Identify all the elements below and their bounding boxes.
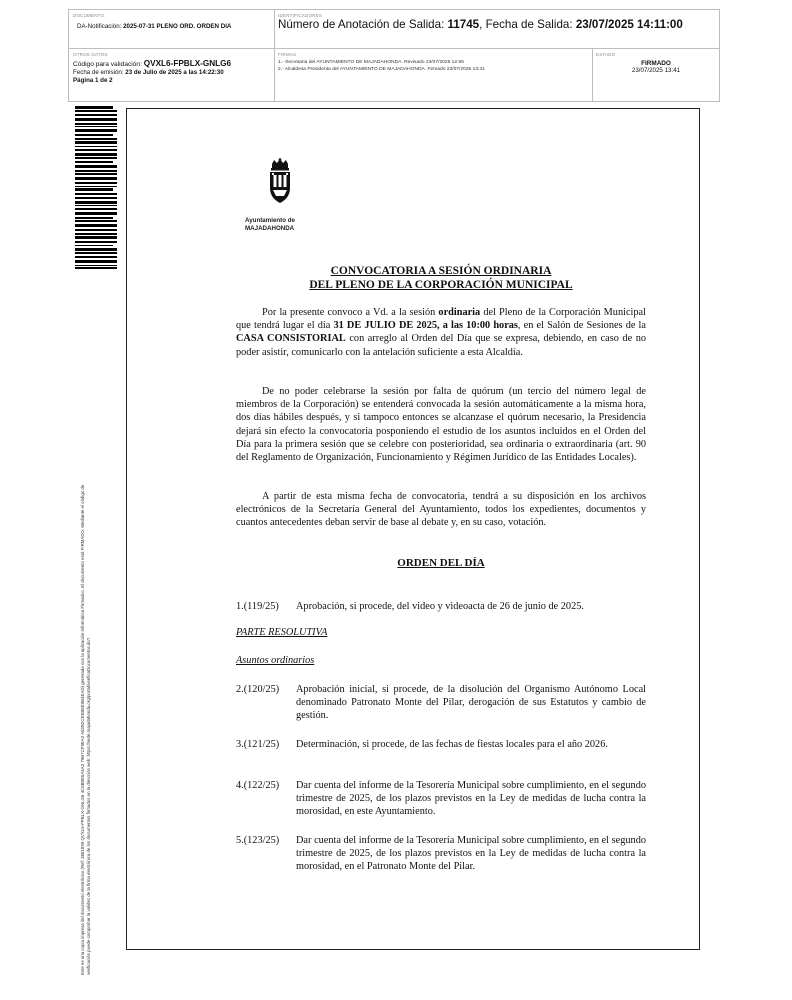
- estado-cell: [596, 52, 716, 74]
- barcode-bar: [75, 157, 117, 159]
- barcode-bar: [75, 146, 117, 147]
- barcode-bar: [75, 267, 117, 269]
- agenda-item: [236, 834, 646, 874]
- barcode-bar: [75, 149, 117, 151]
- barcode-bar: [75, 233, 117, 235]
- identificadores-cell: [278, 13, 698, 32]
- logo-line-2: MAJADAHONDA: [245, 224, 295, 232]
- barcode-bar: [75, 236, 117, 239]
- agenda-item-number: 2.(120/25): [236, 684, 280, 695]
- barcode-bar: [75, 118, 117, 121]
- barcode-bar: [75, 260, 117, 263]
- barcode-bar: [75, 134, 113, 136]
- side-text-line-1: Este es una copia impresa del documento electrónico (Ref: 3851899 QVXL6-FPBLX-GNLG6 4C6B8E5A4A3 79B7CF9EA2 A52B2CEEB5E9B4EAD) generada con la aplicación informática Firmadoc. El documento está FIRMADO. Mediante el código de: [80, 484, 85, 975]
- firma-1: 1.- Secretaria del AYUNTAMIENTO DE MAJADAHONDA. Revisado 23/07/2025 12:55: [278, 60, 464, 65]
- agenda-item-number: 1.(119/25): [236, 601, 279, 612]
- barcode-bar: [75, 224, 117, 227]
- barcode-bar: [75, 217, 113, 219]
- agenda-item-text: Dar cuenta del informe de la Tesorería Municipal sobre cumplimiento, en el segundo trimestre de 2025, de los plazos previstos en la Ley de medidas de lucha contra la morosidad, en el Patronato Monte del Pilar.: [296, 835, 646, 873]
- barcode-bar: [75, 138, 117, 140]
- barcode-bar: [75, 201, 117, 204]
- agenda-item-number: 4.(122/25): [236, 780, 280, 791]
- fecha-emision: Fecha de emisión: 23 de Julio de 2025 a las 14:22:30: [73, 69, 224, 76]
- barcode-bar: [75, 188, 113, 191]
- agenda-item-number: 3.(121/25): [236, 739, 280, 750]
- title-line-1: CONVOCATORIA A SESIÓN ORDINARIA: [330, 265, 552, 277]
- barcode-bar: [75, 245, 113, 246]
- barcode-bar: [75, 182, 117, 184]
- firma-2: 2.- Alcaldesa Presidenta del AYUNTAMIENTO DE MAJADAHONDA. Firmado 23/07/2025 13:41: [278, 67, 485, 72]
- side-verification-text: [80, 295, 91, 975]
- barcode-bar: [75, 177, 117, 180]
- otros-datos-label: OTROS DATOS: [73, 52, 108, 57]
- municipal-logo: [236, 158, 316, 232]
- barcode-bar: [75, 170, 117, 172]
- coat-of-arms-icon: [254, 158, 310, 208]
- asuntos-ordinarios-heading: Asuntos ordinarios: [236, 655, 315, 666]
- side-text-line-2: verificación puede comprobar la validez de la firma electrónica de los documentos firmados en la dirección web: https://sede.majadahonda.org/portal/verificaDocumentos.do?: [85, 637, 91, 975]
- identificadores-label: IDENTIFICADORES: [278, 13, 323, 18]
- agenda-item: [236, 738, 646, 751]
- paragraph-1: Por la presente convoco a Vd. a la sesión ordinaria del Pleno de la Corporación Municipal que tendrá lugar el día 31 DE JULIO DE 2025, a las 10:00 horas, en el Salón de Sesiones de la CASA CONSISTORIAL con arreglo al Orden del Día que se expresa, debiendo, en caso de no poder asistir, comunicarlo con la antelación suficiente a esta Alcaldía.: [236, 307, 647, 358]
- barcode-bar: [75, 193, 117, 195]
- barcode-bar: [75, 161, 113, 163]
- barcode-bar: [75, 126, 117, 127]
- agenda-item: [236, 683, 646, 723]
- barcode-bar: [75, 141, 117, 144]
- agenda-item-text: Aprobación inicial, si procede, de la disolución del Organismo Autónomo Local denominado Patronato Monte del Pilar, derogación de sus Estatutos y cambio de gestión.: [296, 684, 646, 722]
- barcode-bar: [75, 212, 117, 215]
- firmas-cell: [278, 52, 588, 73]
- barcode-bar: [75, 106, 113, 109]
- agenda-item: [236, 600, 646, 613]
- barcode: [75, 106, 117, 274]
- document-header: [68, 9, 720, 102]
- barcode-bar: [75, 248, 117, 251]
- barcode-bar: [75, 165, 117, 168]
- barcode-bar: [75, 208, 117, 210]
- barcode-bar: [75, 229, 117, 231]
- agenda-item-text: Aprobación, si procede, del video y videoacta de 26 de junio de 2025.: [296, 601, 584, 612]
- barcode-bar: [75, 197, 117, 199]
- barcode-bar: [75, 173, 117, 175]
- title-line-2: DEL PLENO DE LA CORPORACIÓN MUNICIPAL: [309, 279, 573, 291]
- orden-del-dia-heading: ORDEN DEL DÍA: [397, 557, 485, 569]
- paragraph-2: De no poder celebrarse la sesión por falta de quórum (un tercio del número legal de miembros de la Corporación) se entenderá convocada la sesión automáticamente a la misma hora, dos días hábiles después, y si tampoco entonces se alcanzase el quórum necesario, la Presidencia dejará sin efecto la convocatoria posponiendo el estudio de los asuntos incluidos en el Orden del Día para la primera sesión que se celebre con posterioridad, sea ordinaria o extraordinaria (art. 90 del Reglamento de Organización, Funcionamiento y Régimen Jurídico de las Entidades Locales).: [236, 386, 646, 464]
- agenda-item-text: Determinación, si procede, de las fechas de fiestas locales para el año 2026.: [296, 739, 608, 750]
- agenda-item-number: 5.(123/25): [236, 835, 280, 846]
- estado-fecha: 23/07/2025 13:41: [631, 67, 681, 74]
- barcode-bar: [75, 256, 117, 258]
- agenda-item: [236, 779, 646, 819]
- logo-line-1: Ayuntamiento de: [245, 217, 295, 224]
- barcode-bar: [75, 241, 117, 243]
- convocatoria-title: [236, 264, 646, 292]
- estado-value: FIRMADO: [641, 60, 671, 67]
- barcode-bar: [75, 265, 117, 266]
- otros-datos-cell: [73, 52, 271, 85]
- documento-cell: [73, 13, 271, 31]
- barcode-bar: [75, 252, 117, 254]
- parte-resolutiva-heading: PARTE RESOLUTIVA: [236, 627, 328, 638]
- barcode-bar: [75, 110, 117, 112]
- logo-text: [245, 217, 316, 232]
- paragraph-3: A partir de esta misma fecha de convocatoria, tendrá a su disposición en los archivos electrónicos de la Secretaría General del Ayuntamiento, todos los expedientes, documentos y cuantos antecedentes deban servir de base al debate y, en su caso, votación.: [236, 491, 646, 529]
- barcode-bar: [75, 205, 117, 206]
- identificador-value: Número de Anotación de Salida: 11745, Fecha de Salida: 23/07/2025 14:11:00: [278, 18, 683, 31]
- barcode-bar: [75, 220, 117, 222]
- documento-label: DOCUMENTO: [73, 13, 105, 18]
- documento-value: DA-Notificación: 2025-07-31 PLENO ORD. ORDEN DIA: [77, 23, 232, 30]
- barcode-bar: [75, 153, 117, 156]
- agenda-item-text: Dar cuenta del informe de la Tesorería Municipal sobre cumplimiento, en el segundo trimestre de 2025, de los plazos previstos en la Ley de medidas de lucha contra la morosidad, en este Ayuntamiento.: [296, 780, 646, 818]
- barcode-bar: [75, 114, 117, 116]
- barcode-bar: [75, 186, 117, 187]
- barcode-bar: [75, 129, 117, 132]
- firmas-label: FIRMAS: [278, 52, 297, 57]
- estado-label: ESTADO: [596, 52, 616, 57]
- codigo-validacion: Código para validación: QVXL6-FPBLX-GNLG6: [73, 59, 232, 68]
- pagina-info: Página 1 de 2: [73, 77, 113, 84]
- barcode-bar: [75, 123, 117, 125]
